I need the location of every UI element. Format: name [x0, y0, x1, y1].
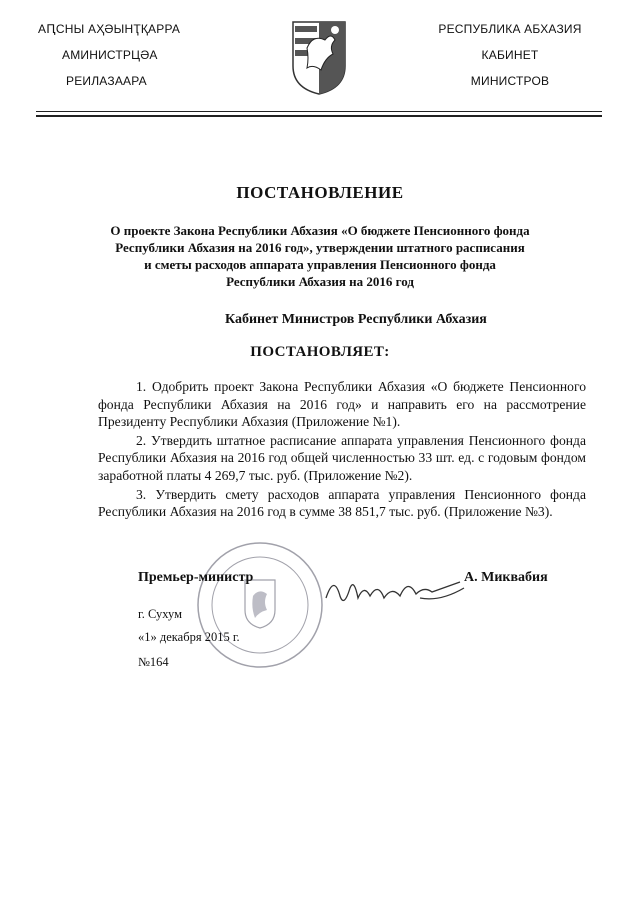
date-line: «1» декабря 2015 г. — [138, 630, 240, 644]
header-right-line-2: КАБИНЕТ — [481, 48, 539, 62]
header-left-line-2: АМИНИСТРЦӘА — [62, 48, 158, 62]
header-left-line-3: РЕИЛАЗААРА — [66, 74, 147, 88]
issuer-line: Кабинет Министров Республики Абхазия — [225, 312, 487, 327]
header-right — [420, 22, 600, 100]
header-right-line-1: РЕСПУБЛИКА АБХАЗИЯ — [438, 22, 582, 36]
document-title: ПОСТАНОВЛЕНИЕ — [236, 183, 404, 202]
signatory-post: Премьер-министр — [138, 570, 254, 585]
header-divider-thick — [36, 115, 602, 117]
place-line: г. Сухум — [138, 607, 183, 621]
document-subject: О проекте Закона Республики Абхазия «О бюджете Пенсионного фонда Республики Абхазия на 2016 год», утверждении штатного расписания и сметы расходов аппарата управления Пенсионного фонда Республики Абхазия на 2016 год — [110, 223, 530, 289]
resolves-heading: ПОСТАНОВЛЯЕТ: — [250, 344, 390, 360]
document-number: №164 — [138, 655, 169, 669]
header-left — [38, 22, 180, 100]
state-emblem-icon — [291, 18, 347, 96]
header-divider-thin — [36, 111, 602, 112]
handwritten-signature-icon — [320, 568, 470, 618]
resolution-body — [98, 378, 586, 522]
official-seal-icon — [195, 540, 325, 670]
resolution-item-2: 2. Утвердить штатное расписание аппарата управления Пенсионного фонда Республики Абхазия на 2016 год общей численностью 33 шт. ед. с годовым фондом заработной платы 4 269,7 тыс. руб. (Приложение №2). — [98, 432, 586, 483]
resolution-item-3: 3. Утвердить смету расходов аппарата управления Пенсионного фонда Республики Абхазия на 2016 год в сумме 38 851,7 тыс. руб. (Приложение №3). — [98, 486, 586, 520]
header-right-line-3: МИНИСТРОВ — [470, 74, 550, 88]
signatory-name: А. Миквабия — [464, 570, 548, 585]
header-left-line-1: АԤСНЫ АҲӘЫНҬҚАРРА — [38, 22, 181, 36]
resolution-item-1: 1. Одобрить проект Закона Республики Абхазия «О бюджете Пенсионного фонда Республики Абхазия на 2016 год» и направить его на рассмотрение Президенту Республики Абхазия (Приложение №1). — [98, 379, 586, 430]
